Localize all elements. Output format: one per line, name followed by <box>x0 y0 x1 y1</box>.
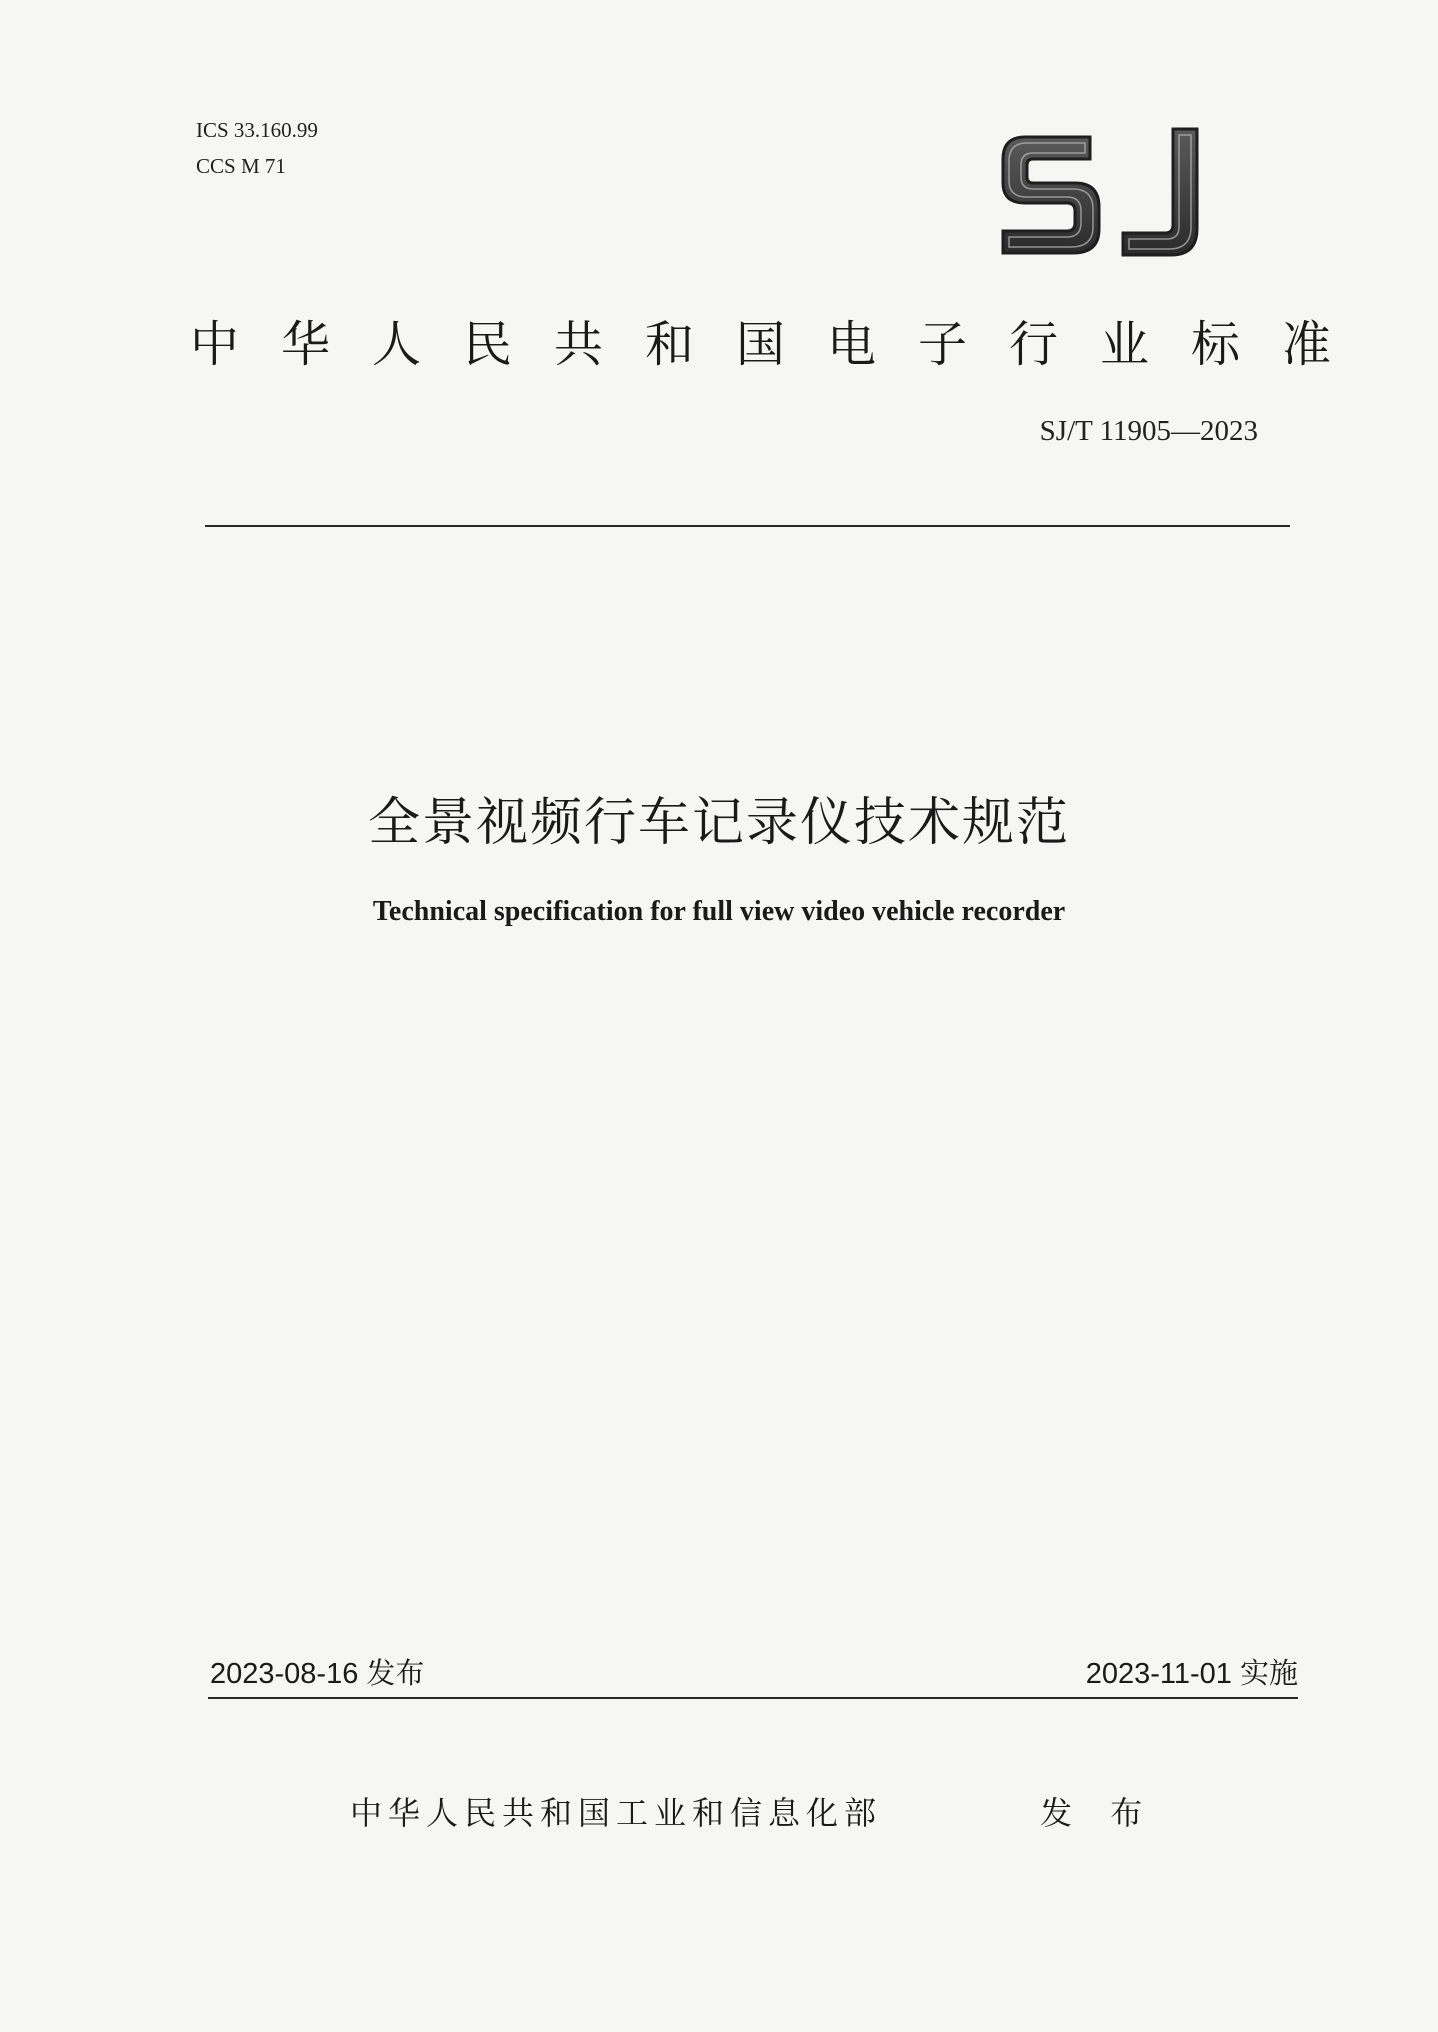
publish-label: 发 布 <box>1040 1794 1157 1832</box>
header-divider <box>205 525 1290 527</box>
ics-code: ICS 33.160.99 <box>196 118 318 142</box>
standard-number: SJ/T 11905—2023 <box>1039 415 1258 447</box>
classification-codes <box>196 112 318 184</box>
issue-date: 2023-08-16 发布 <box>210 1658 425 1690</box>
standard-type-heading: 中华人民共和国电子行业标准 <box>190 316 1374 373</box>
publisher-name: 中华人民共和国工业和信息化部 <box>350 1794 883 1832</box>
document-title-chinese: 全景视频行车记录仪技术规范 <box>367 793 1070 853</box>
document-title-english: Technical specification for full view video vehicle recorder <box>372 896 1066 927</box>
implementation-date: 2023-11-01 实施 <box>1085 1658 1298 1690</box>
ccs-code: CCS M 71 <box>196 154 286 178</box>
footer-divider <box>208 1697 1298 1699</box>
sj-logo <box>995 125 1205 265</box>
